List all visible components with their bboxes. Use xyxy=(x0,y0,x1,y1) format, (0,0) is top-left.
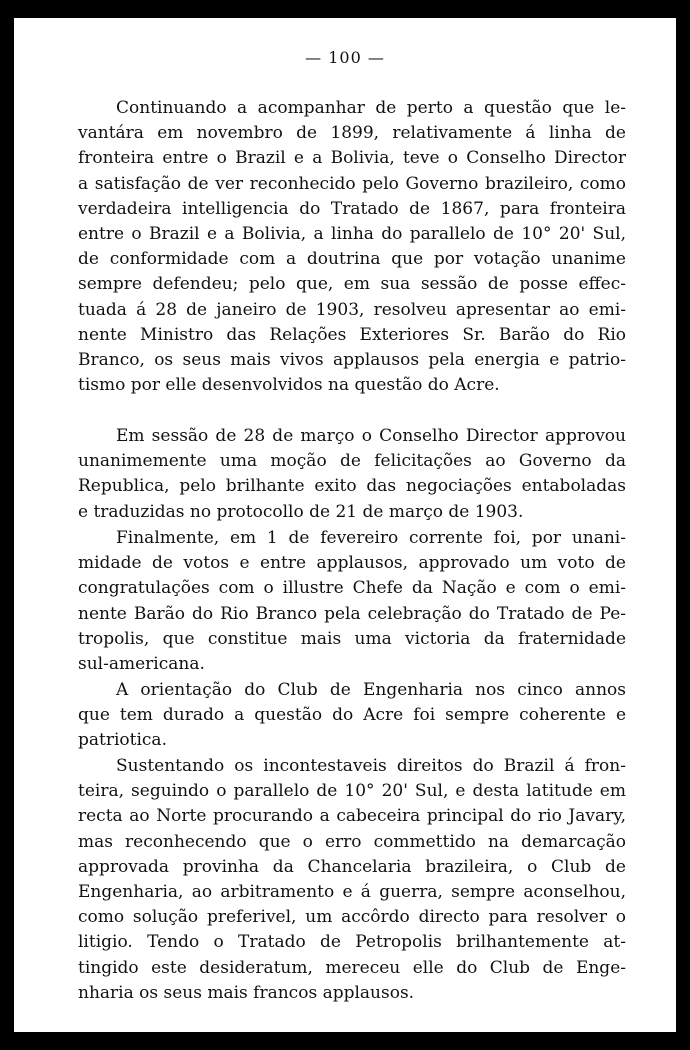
text-line: nente Ministro das Relações Exteriores Sr. Barão do Rio xyxy=(78,324,626,345)
text-line: congratulações com o illustre Chefe da Nação e com o emi- xyxy=(78,578,626,599)
text-line: teira, seguindo o parallelo de 10° 20' Sul, e desta latitude em xyxy=(78,781,626,802)
paragraph-4 xyxy=(78,678,626,754)
text-line: patriotica. xyxy=(78,730,167,751)
text-line: vantára em novembro de 1899, relativamente á linha de xyxy=(78,123,626,144)
text-line: como solução preferivel, um accôrdo directo para resolver o xyxy=(78,907,626,928)
text-line: approvada provinha da Chancelaria brazileira, o Club de xyxy=(78,856,626,877)
text-line: midade de votos e entre applausos, approvado um voto de xyxy=(78,553,626,574)
text-line: fronteira entre o Brazil e a Bolivia, teve o Conselho Director xyxy=(78,148,626,169)
paragraph-5 xyxy=(78,754,626,1006)
page-number: — 100 — xyxy=(305,48,385,67)
text-line: Sustentando os incontestaveis direitos do Brazil á fron- xyxy=(116,756,626,776)
text-line: litigio. Tendo o Tratado de Petropolis brilhantemente at- xyxy=(78,932,626,953)
text-line: entre o Brazil e a Bolivia, a linha do parallelo de 10° 20' Sul, xyxy=(78,223,626,244)
text-line: tingido este desideratum, mereceu elle do Club de Enge- xyxy=(78,957,626,978)
paragraph-1 xyxy=(78,96,626,398)
text-line: que tem durado a questão do Acre foi sempre coherente e xyxy=(78,705,626,726)
text-line: Continuando a acompanhar de perto a questão que le- xyxy=(116,98,626,118)
document-page xyxy=(14,18,676,1032)
text-line: verdadeira intelligencia do Tratado de 1867, para fronteira xyxy=(78,198,626,219)
text-line: nente Barão do Rio Branco pela celebração do Tratado de Pe- xyxy=(78,603,626,624)
text-line: tismo por elle desenvolvidos na questão do Acre. xyxy=(78,375,500,396)
text-line: sul-americana. xyxy=(78,653,205,674)
text-line: Branco, os seus mais vivos applausos pela energia e patrio- xyxy=(78,349,626,370)
text-line: tropolis, que constitue mais uma victoria da fraternidade xyxy=(78,628,626,649)
text-line: a satisfação de ver reconhecido pelo Governo brazileiro, como xyxy=(78,173,626,194)
text-line: tuada á 28 de janeiro de 1903, resolveu apresentar ao emi- xyxy=(78,299,626,320)
text-line: sempre defendeu; pelo que, em sua sessão de posse effec- xyxy=(78,274,626,295)
text-line: unanimemente uma moção de felicitações ao Governo da xyxy=(78,451,626,472)
text-line: Engenharia, ao arbitramento e á guerra, sempre aconselhou, xyxy=(78,881,626,902)
text-line: Em sessão de 28 de março o Conselho Director approvou xyxy=(116,426,626,446)
text-line: A orientação do Club de Engenharia nos cinco annos xyxy=(116,680,626,700)
paragraph-3 xyxy=(78,526,626,677)
text-line: Republica, pelo brilhante exito das negociações entaboladas xyxy=(78,476,626,497)
text-line: mas reconhecendo que o erro commettido na demarcação xyxy=(78,831,626,852)
paragraph-2 xyxy=(78,424,626,525)
text-line: e traduzidas no protocollo de 21 de março de 1903. xyxy=(78,501,524,522)
text-line: Finalmente, em 1 de fevereiro corrente foi, por unani- xyxy=(116,528,626,548)
text-line: recta ao Norte procurando a cabeceira principal do rio Javary, xyxy=(78,806,626,827)
text-line: nharia os seus mais francos applausos. xyxy=(78,982,415,1003)
text-line: de conformidade com a doutrina que por votação unanime xyxy=(78,249,626,270)
